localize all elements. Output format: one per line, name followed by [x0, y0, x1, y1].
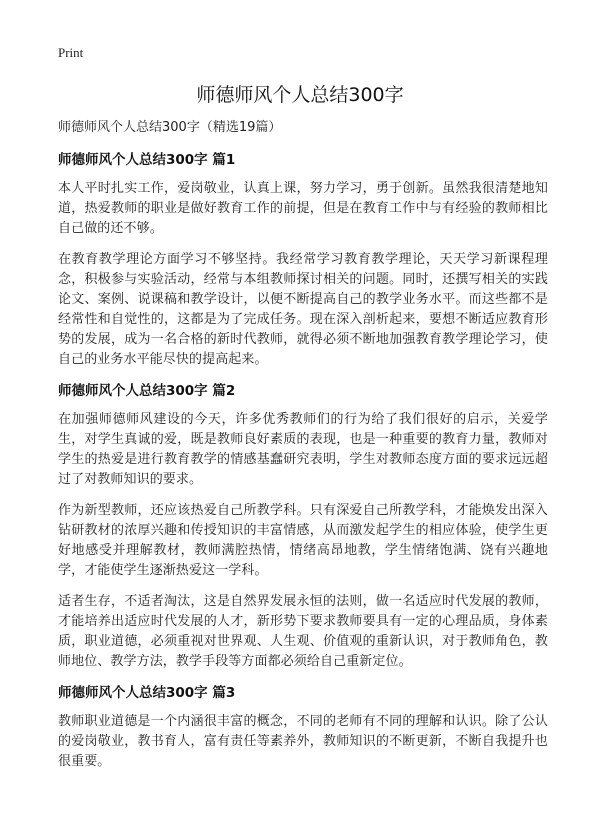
- section-heading: 师德师风个人总结300字 篇3: [58, 685, 236, 701]
- paragraph: 本人平时扎实工作，爱岗敬业，认真上课，努力学习，勇于创新。虽然我很清楚地知道，热爱教师的职业是做好教育工作的前提，但是在教育工作中与有经验的教师相比自己做的还不够。: [58, 181, 548, 236]
- page-title: 师德师风个人总结300字: [196, 84, 404, 106]
- section-heading: 师德师风个人总结300字 篇2: [58, 383, 236, 399]
- section-1: [58, 150, 548, 370]
- print-link[interactable]: Print: [58, 45, 84, 60]
- paragraph: 适者生存，不适者淘汰，这是自然界发展永恒的法则，做一名适应时代发展的教师，才能培养出适应时代发展的人才，新形势下要求教师要具有一定的心理品质，身体素质，职业道德，必须重视对世界观、人生观、价值观的重新认识，对于教师角色，教师地位、教学方法，教学手段等方面都必须给自己重新定位。: [58, 594, 548, 669]
- paragraph: 在教育教学理论方面学习不够坚持。我经常学习教育教学理论，天天学习新课程理念，积极参与实验活动，经常与本组教师探讨相关的问题。同时，还撰写相关的实践论文、案例、说课稿和教学设计，以便不断提高自己的教学业务水平。而这些都不是经常性和自觉性的，这都是为了完成任务。现在深入剖析起来，要想不断适应教育形势的发展，成为一名合格的新时代教师，就得必须不断地加强教育教学理论学习，使自己的业务水平能尽快的提高起来。: [58, 252, 548, 367]
- document-body: [58, 118, 548, 783]
- paragraph: 在加强师德师风建设的今天，许多优秀教师们的行为给了我们很好的启示，关爱学生，对学生真诚的爱，既是教师良好素质的表现，也是一种重要的教育力量，教师对学生的热爱是进行教育教学的情感基蠢研究表明，学生对教师态度方面的要求远远超过了对教师知识的要求。: [58, 412, 548, 487]
- paragraph: 教师职业道德是一个内涵很丰富的概念，不同的老师有不同的理解和认识。除了公认的爱岗敬业，教书育人，富有责任等素养外，教师知识的不断更新，不断自我提升也很重要。: [58, 714, 548, 769]
- paragraph: 作为新型教师，还应该热爱自己所教学科。只有深爱自己所教学科，才能焕发出深入钻研教材的浓厚兴趣和传授知识的丰富情感，从而激发起学生的相应体验，使学生更好地感受并理解教材，教师满腔热情，情绪高昂地教，学生情绪饱满、饶有兴趣地学，才能使学生逐渐热爱这一学科。: [58, 503, 548, 578]
- section-heading: 师德师风个人总结300字 篇1: [58, 152, 236, 168]
- section-2: [58, 381, 548, 672]
- section-3: [58, 683, 548, 772]
- document-subtitle: 师德师风个人总结300字（精选19篇）: [58, 120, 282, 135]
